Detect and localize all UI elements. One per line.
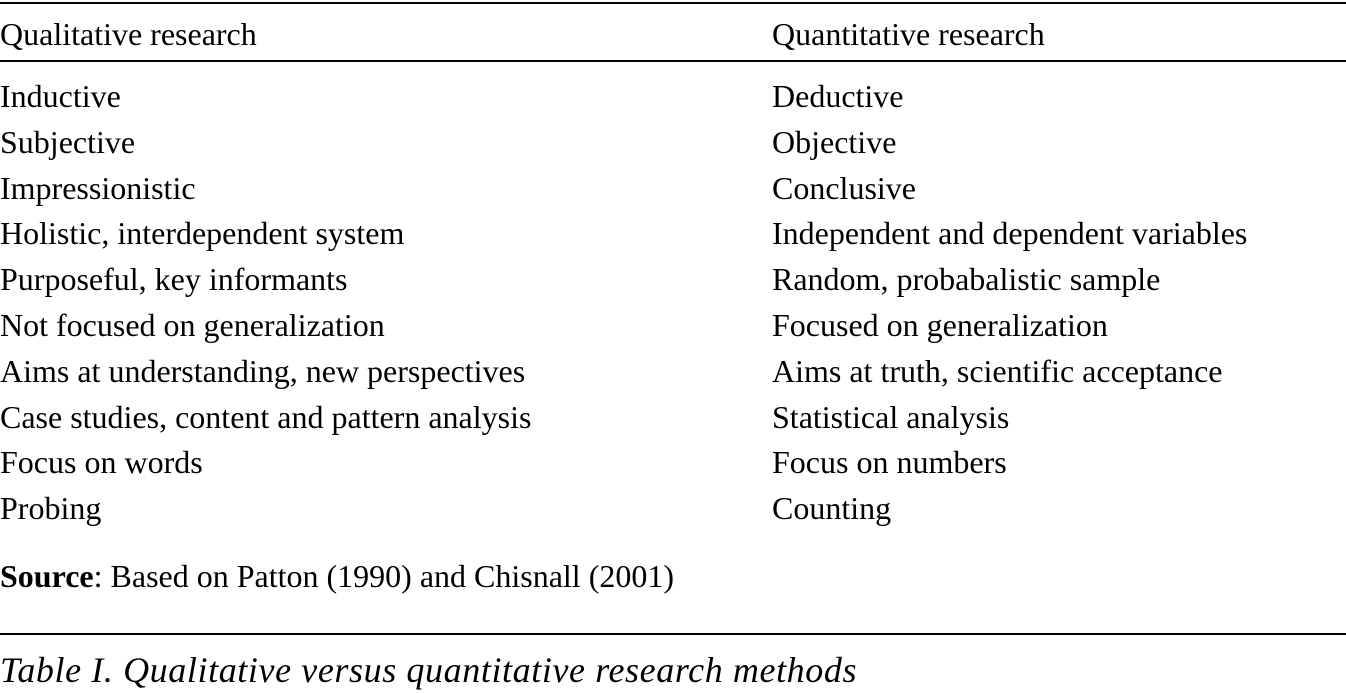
qualitative-cell: Impressionistic — [0, 169, 196, 206]
qualitative-cell: Inductive — [0, 78, 121, 114]
quantitative-cell: Conclusive — [772, 169, 916, 206]
table-row — [0, 302, 1346, 348]
source-text: : Based on Patton (1990) and Chisnall (2001) — [93, 558, 674, 594]
qualitative-cell: Holistic, interdependent system — [0, 215, 405, 252]
source-note — [0, 553, 674, 599]
table-row — [0, 394, 1346, 440]
qualitative-cell: Case studies, content and pattern analysis — [0, 398, 532, 435]
table-row — [0, 165, 1346, 211]
table-row — [0, 485, 1346, 531]
table-row — [0, 348, 1346, 394]
table-body — [0, 73, 1346, 531]
quantitative-cell: Counting — [772, 490, 892, 527]
table-caption: Table I. Qualitative versus quantitative research methods — [0, 650, 858, 690]
quantitative-cell: Focused on generalization — [772, 306, 1108, 343]
qualitative-cell: Aims at understanding, new perspectives — [0, 352, 526, 389]
column-header-quantitative: Quantitative research — [772, 16, 1045, 52]
table-row — [0, 119, 1346, 165]
quantitative-cell: Random, probabalistic sample — [772, 261, 1161, 298]
table-row — [0, 73, 1346, 119]
table-row — [0, 439, 1346, 485]
table-top-rule — [0, 2, 1346, 4]
quantitative-cell: Objective — [772, 123, 897, 160]
column-header-qualitative: Qualitative research — [0, 16, 257, 52]
qualitative-cell: Subjective — [0, 123, 136, 160]
caption-rule — [0, 633, 1346, 635]
quantitative-cell: Deductive — [772, 78, 904, 114]
quantitative-cell: Independent and dependent variables — [772, 215, 1248, 252]
quantitative-cell: Focus on numbers — [772, 444, 1007, 481]
header-divider-rule — [0, 60, 1346, 62]
qualitative-cell: Not focused on generalization — [0, 306, 385, 343]
qualitative-cell: Purposeful, key informants — [0, 261, 348, 298]
quantitative-cell: Aims at truth, scientific acceptance — [772, 352, 1223, 389]
qualitative-cell: Focus on words — [0, 444, 203, 481]
source-label: Source — [0, 558, 94, 594]
quantitative-cell: Statistical analysis — [772, 398, 1010, 435]
qualitative-cell: Probing — [0, 490, 102, 527]
table-row — [0, 256, 1346, 302]
table-row — [0, 210, 1346, 256]
